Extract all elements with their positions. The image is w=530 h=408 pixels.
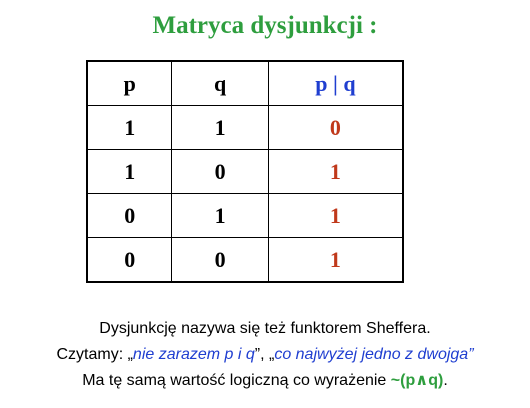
column-header-result: p | q (268, 61, 403, 106)
note-reading-prefix: Czytamy: „ (56, 346, 133, 363)
note-equivalence-prefix: Ma tę samą wartość logiczną co wyrażenie (82, 372, 391, 389)
cell-q: 0 (172, 238, 268, 283)
cell-result: 1 (268, 238, 403, 283)
reading-phrase-2: co najwyżej jedno z dwojga (274, 346, 469, 363)
cell-q: 1 (172, 194, 268, 238)
cell-p: 1 (87, 106, 172, 150)
note-reading-suffix: ” (468, 346, 474, 363)
note-equivalence-suffix: . (443, 372, 448, 389)
column-header-q: q (172, 61, 268, 106)
table-row (87, 106, 403, 150)
description-notes (0, 316, 530, 394)
column-header-p: p (87, 61, 172, 106)
table-row (87, 194, 403, 238)
note-reading (0, 342, 530, 368)
cell-q: 1 (172, 106, 268, 150)
note-sheffer (0, 316, 530, 342)
equivalent-expression: ~(p∧q) (390, 372, 444, 389)
table-row (87, 238, 403, 283)
cell-p: 0 (87, 238, 172, 283)
cell-result: 1 (268, 150, 403, 194)
reading-phrase-1: nie zarazem p i q (132, 346, 255, 363)
cell-p: 1 (87, 150, 172, 194)
truth-table (86, 60, 404, 283)
table-row (87, 150, 403, 194)
cell-q: 0 (172, 150, 268, 194)
cell-result: 0 (268, 106, 403, 150)
cell-result: 1 (268, 194, 403, 238)
page-title: Matryca dysjunkcji : (152, 12, 378, 39)
table-header-row (87, 61, 403, 106)
note-reading-mid: ”, „ (254, 346, 275, 363)
note-equivalence (0, 368, 530, 394)
note-sheffer-text: Dysjunkcję nazywa się też funktorem Sheffera. (99, 320, 431, 337)
cell-p: 0 (87, 194, 172, 238)
